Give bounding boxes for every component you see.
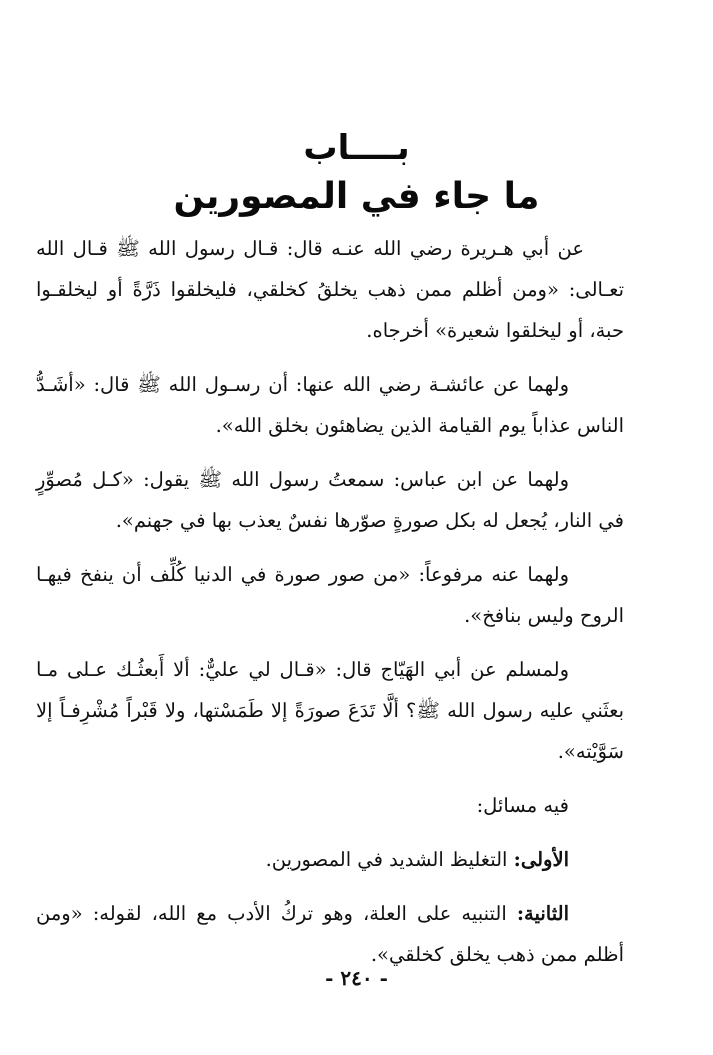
issue-text-2: التنبيه على العلة، وهو تركُ الأدب مع الله، لقوله: «ومن أظلم ممن ذهب يخلق كخلقي». [36,902,624,966]
issue-text-1: التغليظ الشديد في المصورين. [265,848,508,871]
chapter-label: بــــاب [303,128,410,168]
chapter-title: ما جاء في المصورين [173,176,540,217]
issue-item-1 [36,839,624,880]
issue-item-2 [36,893,624,975]
hadith-paragraph-5: ولمسلم عن أبي الهَيّاج قال: «قـال لي عليٌّ: ألا أَبعثُـك عـلى مـا بعثَني عليه رسول الله ﷺ؟ ألَّا تَدَعَ صورَةً إلا طَمَسْتها، ولا قَبْراً مُشْرِفـاً إلا سَوَّيْته». [36,658,624,763]
chapter-body [36,228,624,988]
issues-intro: فيه مسائل: [476,794,569,817]
page-number: - ٢٤٠ - [325,966,388,990]
issue-label-2: الثانية: [516,902,569,925]
hadith-paragraph-2: ولهما عن عائشـة رضي الله عنها: أن رسـول الله ﷺ قال: «أشَـدُّ الناس عذاباً يوم القيامة الذين يضاهئون بخلق الله». [36,373,624,437]
hadith-paragraph-3: ولهما عن ابن عباس: سمعتُ رسول الله ﷺ يقول: «كـل مُصوِّرٍ في النار، يُجعل له بكل صورةٍ صوّرها نفسٌ يعذب بها في جهنم». [36,468,624,532]
hadith-paragraph-1: عن أبي هـريرة رضي الله عنـه قال: قـال رسول الله ﷺ قـال الله تعـالى: «ومن أظلم ممن ذهب يخلقُ كخلقي، فليخلقوا ذَرَّةً أو ليخلقـوا حبة، أو ليخلقوا شعيرة» أخرجاه. [36,237,624,342]
issue-label-1: الأولى: [513,848,569,871]
hadith-paragraph-4: ولهما عنه مرفوعاً: «من صور صورة في الدنيا كُلِّف أن ينفخ فيهـا الروح وليس بنافخ». [36,563,624,627]
